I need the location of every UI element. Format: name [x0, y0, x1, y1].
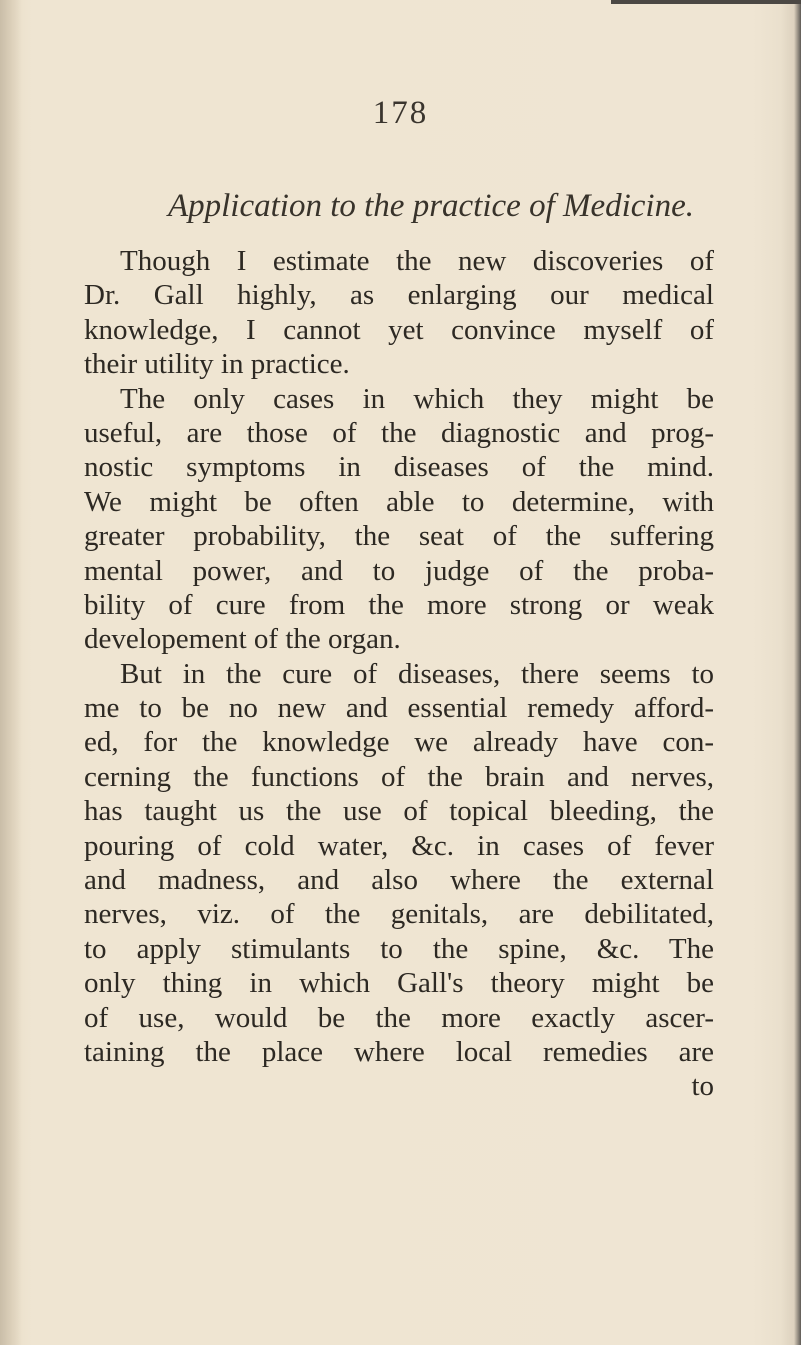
- text-line: only thing in which Gall's theory might be: [84, 967, 714, 1000]
- page-edge-shadow: [781, 0, 801, 1345]
- body-text: [84, 244, 714, 1104]
- text-line: ed, for the knowledge we already have con-: [84, 726, 714, 759]
- text-line: useful, are those of the diagnostic and prog-: [84, 416, 714, 449]
- page-gutter-shadow: [0, 0, 22, 1345]
- text-line: developement of the organ.: [84, 623, 401, 656]
- text-line: nostic symptoms in diseases of the mind.: [84, 451, 714, 484]
- text-line: knowledge, I cannot yet convince myself of: [84, 313, 714, 346]
- text-line: greater probability, the seat of the suffering: [84, 520, 714, 553]
- text-line: mental power, and to judge of the proba-: [84, 554, 714, 587]
- text-line: has taught us the use of topical bleeding, the: [84, 795, 714, 828]
- text-line: The only cases in which they might be: [120, 382, 714, 415]
- section-heading: Application to the practice of Medicine.: [167, 188, 695, 224]
- top-edge-mark: [611, 0, 801, 4]
- text-line: taining the place where local remedies are: [84, 1035, 714, 1068]
- text-line: nerves, viz. of the genitals, are debilitated,: [84, 898, 714, 931]
- text-line: me to be no new and essential remedy afford-: [84, 692, 714, 725]
- text-line: But in the cure of diseases, there seems to: [120, 657, 714, 690]
- text-line: their utility in practice.: [84, 348, 350, 381]
- catchword: to: [691, 1070, 714, 1103]
- text-line: cerning the functions of the brain and nerves,: [84, 760, 714, 793]
- text-line: Dr. Gall highly, as enlarging our medical: [84, 279, 714, 312]
- text-line: to apply stimulants to the spine, &c. The: [84, 932, 714, 965]
- text-line: Though I estimate the new discoveries of: [120, 245, 714, 277]
- text-line: We might be often able to determine, with: [84, 485, 714, 518]
- text-line: pouring of cold water, &c. in cases of fever: [84, 829, 714, 862]
- text-line: of use, would be the more exactly ascer-: [84, 1001, 714, 1034]
- text-line: and madness, and also where the external: [84, 864, 714, 897]
- text-line: bility of cure from the more strong or weak: [84, 588, 714, 621]
- page-number: 178: [372, 95, 429, 131]
